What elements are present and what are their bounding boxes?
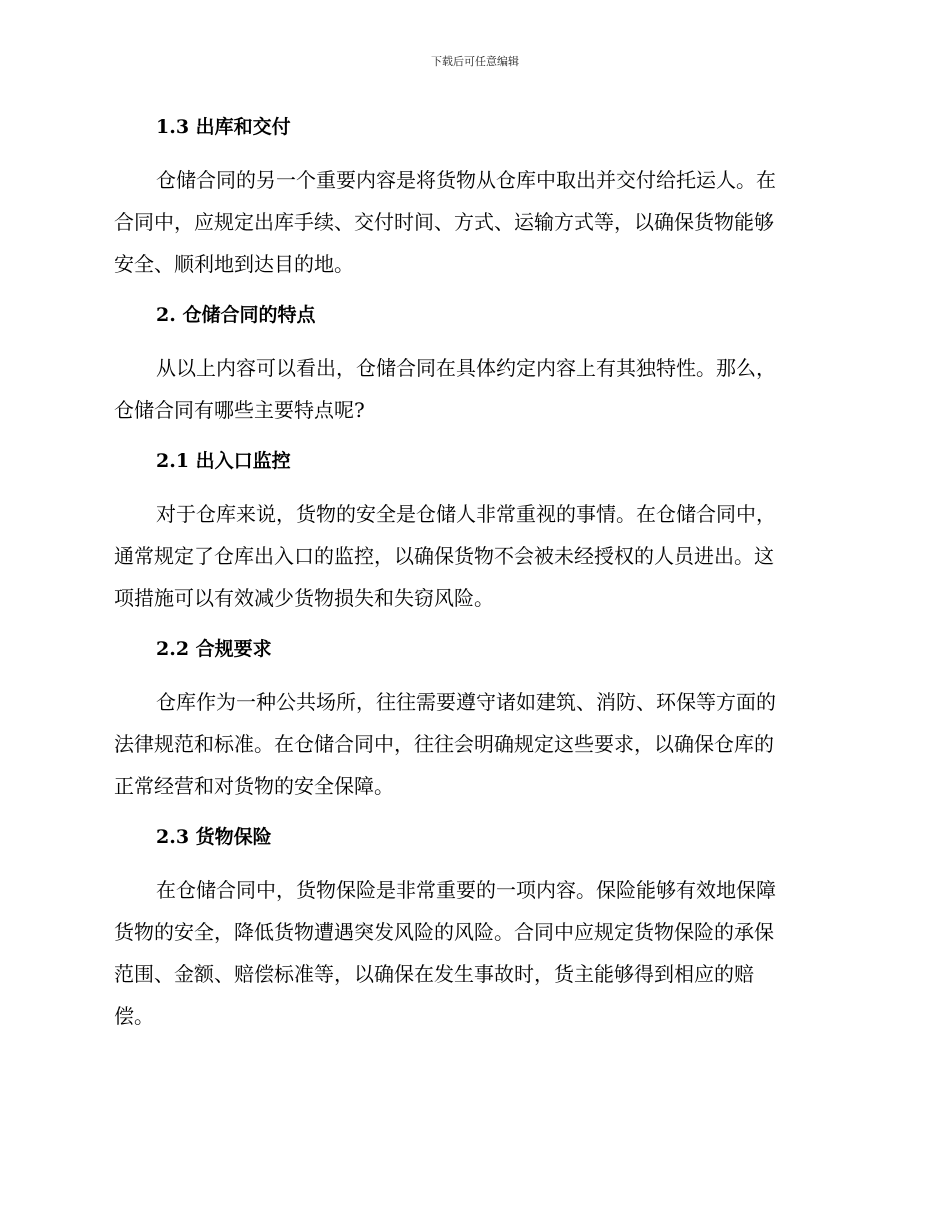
paragraph-line: 仓储合同有哪些主要特点呢? [114,398,365,422]
paragraph-line: 正常经营和对货物的安全保障。 [114,774,394,798]
section-heading: 2.2 合规要求 [156,638,272,660]
paragraph-line: 安全、顺利地到达目的地。 [114,252,354,276]
page-header: 下载后可任意编辑 [431,55,519,68]
section-heading: 1.3 出库和交付 [156,116,291,138]
paragraph-line: 对于仓库来说，货物的安全是仓储人非常重视的事情。在仓储合同中， [156,502,776,526]
section-heading: 2.3 货物保险 [156,826,272,848]
paragraph-line: 偿。 [114,1004,154,1028]
section-heading: 2.1 出入口监控 [156,450,291,472]
paragraph-line: 仓库作为一种公共场所，往往需要遵守诸如建筑、消防、环保等方面的 [156,690,776,714]
paragraph-line: 货物的安全，降低货物遭遇突发风险的风险。合同中应规定货物保险的承保 [114,920,774,944]
paragraph-line: 通常规定了仓库出入口的监控，以确保货物不会被未经授权的人员进出。这 [114,544,774,568]
paragraph-line: 合同中，应规定出库手续、交付时间、方式、运输方式等，以确保货物能够 [114,210,774,234]
paragraph-line: 在仓储合同中，货物保险是非常重要的一项内容。保险能够有效地保障 [156,878,776,902]
section-heading: 2. 仓储合同的特点 [156,304,316,326]
paragraph-line: 仓储合同的另一个重要内容是将货物从仓库中取出并交付给托运人。在 [156,168,776,192]
paragraph-line: 项措施可以有效减少货物损失和失窃风险。 [114,586,494,610]
paragraph-line: 从以上内容可以看出，仓储合同在具体约定内容上有其独特性。那么， [156,356,776,380]
paragraph-line: 法律规范和标准。在仓储合同中，往往会明确规定这些要求，以确保仓库的 [114,732,774,756]
paragraph-line: 范围、金额、赔偿标准等，以确保在发生事故时，货主能够得到相应的赔 [114,962,754,986]
